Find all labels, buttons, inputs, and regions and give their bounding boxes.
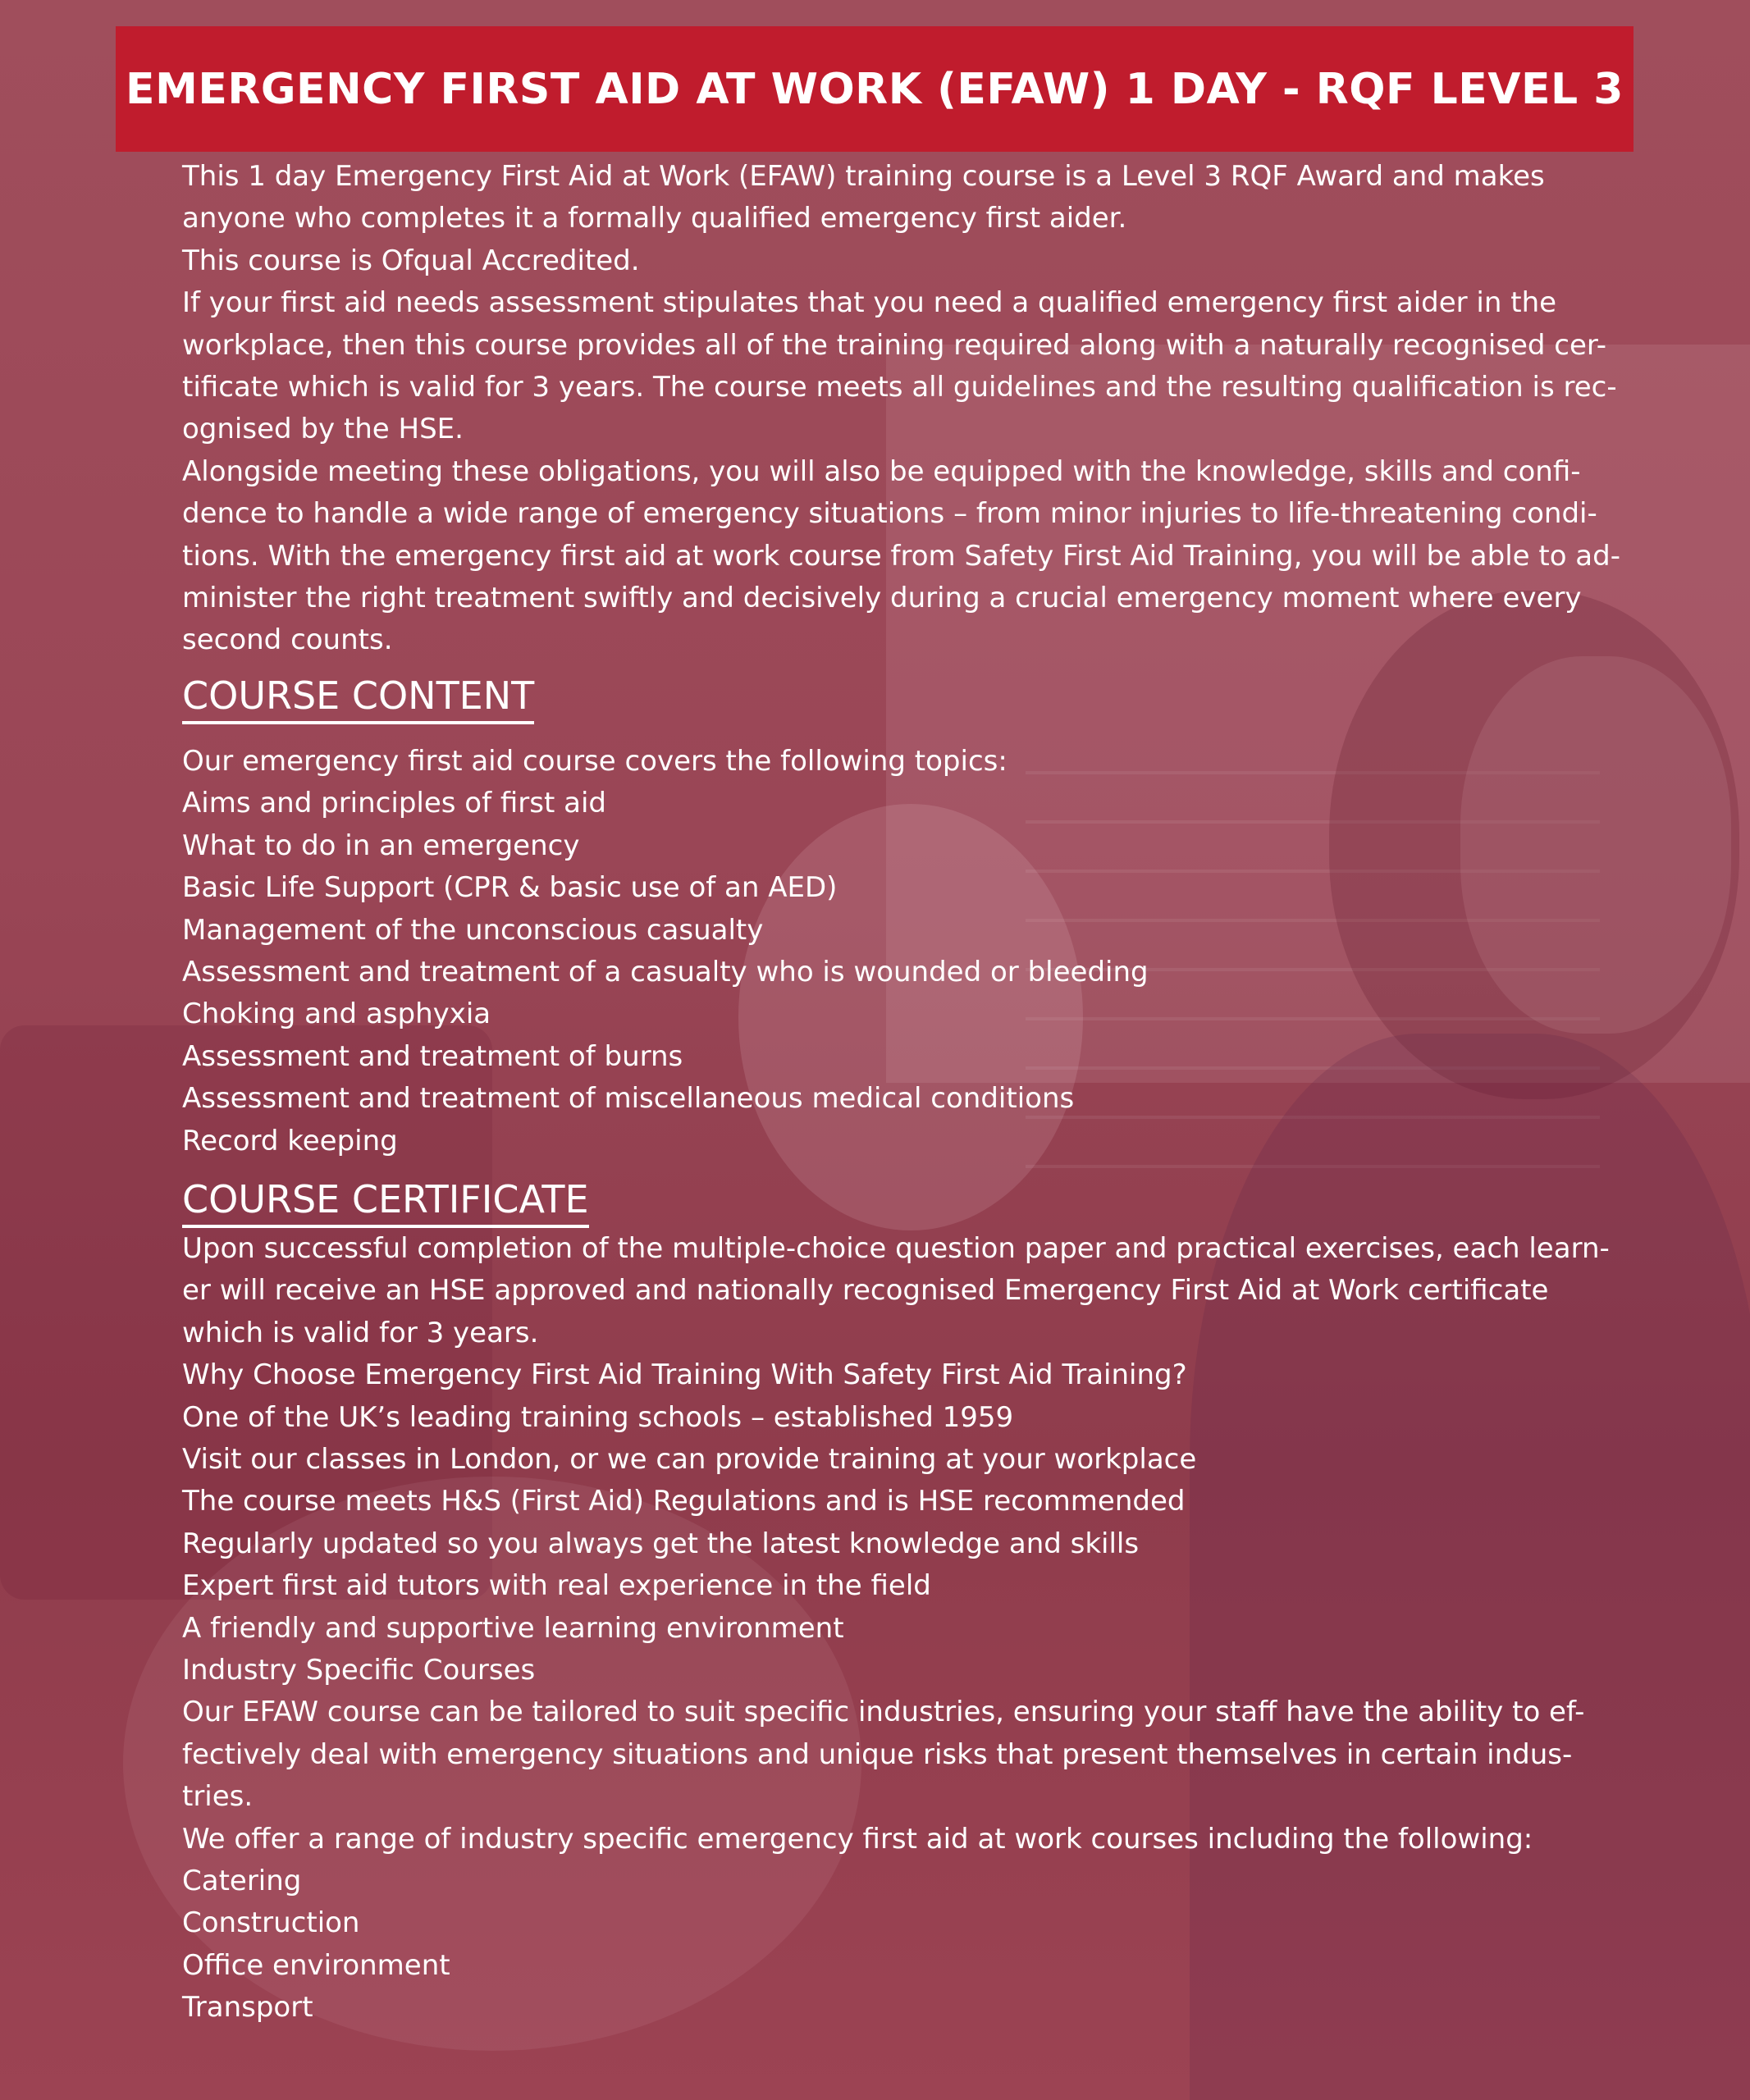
intro-line: tificate which is valid for 3 years. The course meets all guidelines and the resulting qualification is rec- [182, 371, 1617, 404]
intro-line: This 1 day Emergency First Aid at Work (EFAW) training course is a Level 3 RQF Award and makes [182, 160, 1545, 193]
course-content-line: What to do in an emergency [182, 829, 580, 862]
certificate-line: Transport [182, 1991, 313, 2025]
course-certificate-section [182, 1228, 1610, 2029]
certificate-line: Industry Specific Courses [182, 1654, 536, 1687]
course-content-line: Aims and principles of first aid [182, 787, 606, 820]
intro-line: If your first aid needs assessment stipulates that you need a qualified emergency first aider in the [182, 286, 1557, 320]
certificate-line: Our EFAW course can be tailored to suit specific industries, ensuring your staff have the ability to ef- [182, 1696, 1585, 1729]
course-content-line: Assessment and treatment of miscellaneous medical conditions [182, 1082, 1075, 1116]
intro-line: minister the right treatment swiftly and decisively during a crucial emergency moment where every [182, 582, 1582, 615]
course-content-line: Assessment and treatment of burns [182, 1039, 683, 1073]
course-content-line: Management of the unconscious casualty [182, 913, 764, 947]
certificate-line: Regularly updated so you always get the latest knowledge and skills [182, 1527, 1140, 1560]
course-description [182, 156, 1620, 2029]
course-content-line: Assessment and treatment of a casualty who is wounded or bleeding [182, 955, 1149, 988]
intro-line: Alongside meeting these obligations, you will also be equipped with the knowledge, skills and confi- [182, 454, 1581, 488]
certificate-line: which is valid for 3 years. [182, 1316, 539, 1349]
intro-section [182, 156, 1620, 662]
intro-line: anyone who completes it a formally qualified emergency first aider. [182, 202, 1127, 235]
certificate-line: fectively deal with emergency situations and unique risks that present themselves in certain indus- [182, 1737, 1573, 1771]
course-content-heading-wrap [182, 672, 1577, 724]
course-content-line: Our emergency first aid course covers the following topics: [182, 744, 1008, 778]
course-content-line: Choking and asphyxia [182, 998, 491, 1031]
course-certificate-heading-wrap [182, 1176, 1577, 1228]
certificate-line: Catering [182, 1865, 302, 1898]
intro-line: This course is Ofqual Accredited. [182, 244, 640, 277]
course-certificate-heading: COURSE CERTIFICATE [182, 1176, 589, 1228]
certificate-line: Construction [182, 1906, 360, 1940]
certificate-line: Why Choose Emergency First Aid Training With Safety First Aid Training? [182, 1358, 1187, 1392]
certificate-line: One of the UK’s leading training schools – established 1959 [182, 1400, 1014, 1434]
intro-line: second counts. [182, 623, 393, 657]
page-title: EMERGENCY FIRST AID AT WORK (EFAW) 1 DAY - RQF LEVEL 3 [126, 64, 1624, 114]
course-content-line: Basic Life Support (CPR & basic use of an AED) [182, 871, 838, 905]
intro-line: workplace, then this course provides all of the training required along with a naturally recognised cer- [182, 328, 1606, 362]
course-content-heading: COURSE CONTENT [182, 672, 534, 724]
intro-line: dence to handle a wide range of emergency situations – from minor injuries to life-threatening condi- [182, 497, 1597, 531]
certificate-line: A friendly and supportive learning environment [182, 1611, 844, 1645]
certificate-line: We offer a range of industry specific emergency first aid at work courses including the following: [182, 1822, 1533, 1856]
course-content-line: Record keeping [182, 1124, 398, 1157]
certificate-line: The course meets H&S (First Aid) Regulations and is HSE recommended [182, 1485, 1186, 1518]
certificate-line: Upon successful completion of the multiple-choice question paper and practical exercises, each learn- [182, 1231, 1610, 1265]
certificate-line: tries. [182, 1780, 254, 1814]
certificate-line: er will receive an HSE approved and nationally recognised Emergency First Aid at Work certificate [182, 1274, 1549, 1308]
certificate-line: Visit our classes in London, or we can provide training at your workplace [182, 1442, 1197, 1476]
intro-line: ognised by the HSE. [182, 413, 464, 446]
certificate-line: Expert first aid tutors with real experience in the field [182, 1569, 931, 1603]
certificate-line: Office environment [182, 1948, 450, 1982]
title-banner [116, 26, 1633, 152]
intro-line: tions. With the emergency first aid at work course from Safety First Aid Training, you will be able to ad- [182, 539, 1620, 573]
course-content-section [182, 741, 1577, 1162]
